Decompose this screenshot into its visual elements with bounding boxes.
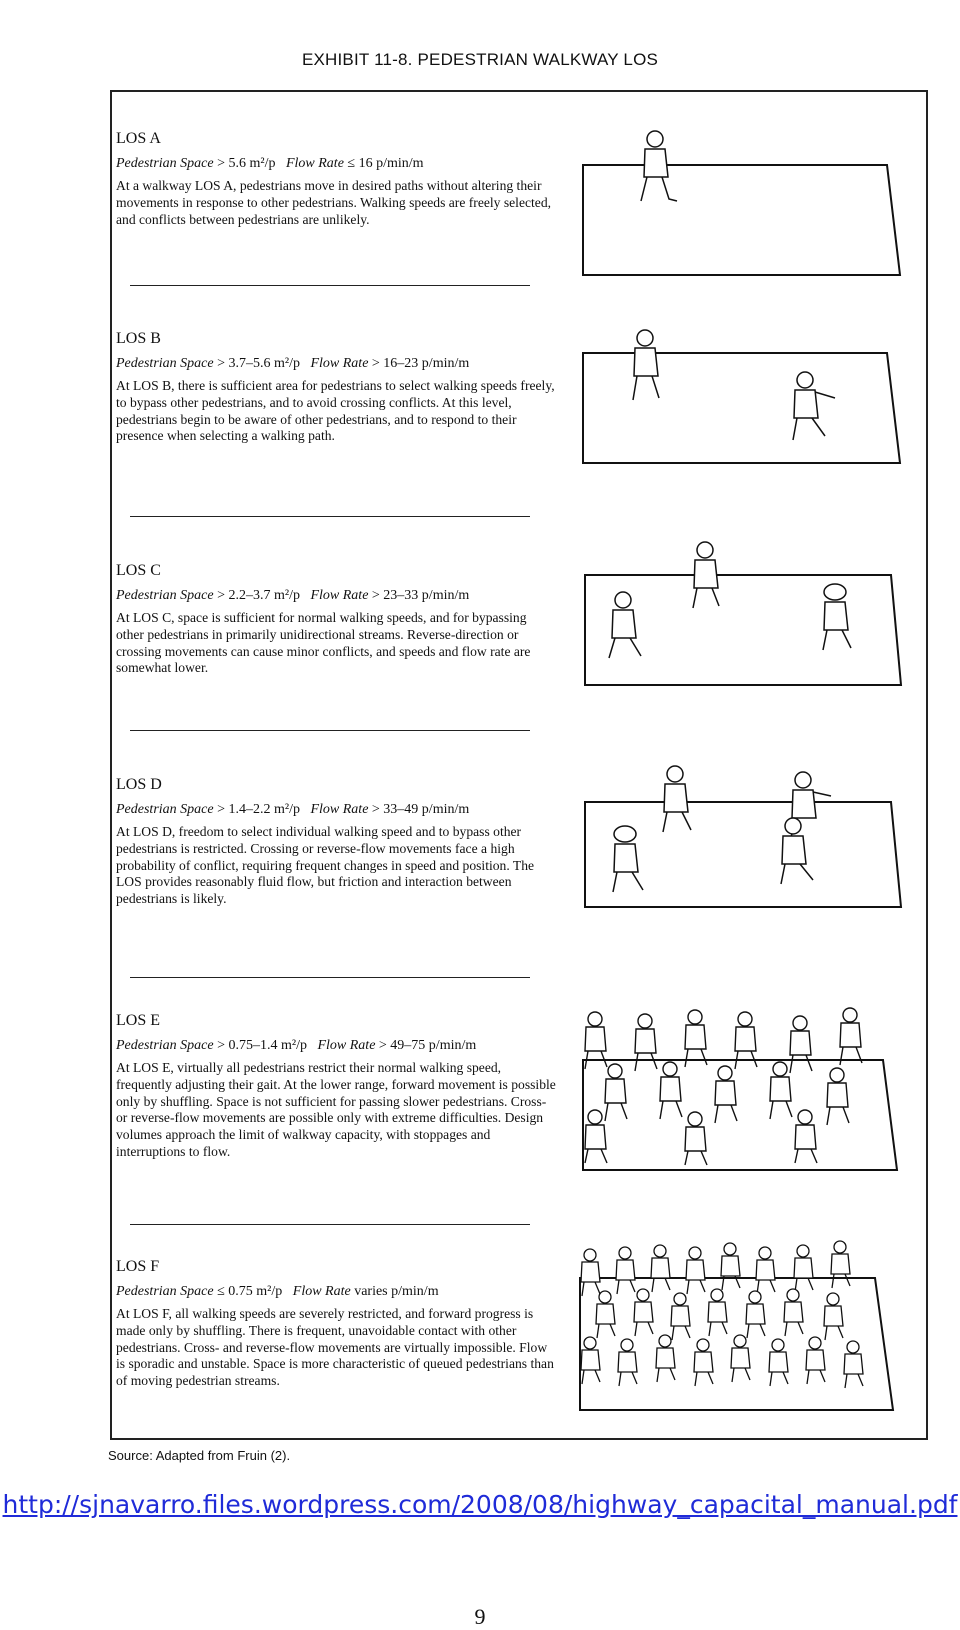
pedestrian-figure xyxy=(613,826,643,892)
pedestrian-figure xyxy=(605,1064,627,1121)
los-a-space-label: Pedestrian Space xyxy=(116,156,214,171)
pedestrian-figure xyxy=(769,1339,788,1386)
pedestrian-figure xyxy=(715,1066,737,1123)
los-e-description: At LOS E, virtually all pedestrians restrict their normal walking speed, frequently adjusting their gait. At the lower range, forward movement is possible only by shuffling. Space is not sufficient for passing slower pedestrians. Cross- or reverse-flow movements are possible only with extreme difficulties. Design volumes approach the limit of walkway capacity, with stoppages and interruptions to flow. xyxy=(116,1060,556,1159)
los-c-flow-label: Flow Rate xyxy=(310,588,369,603)
los-b-metrics xyxy=(116,356,556,372)
los-f-flow-value: varies p/min/m xyxy=(354,1284,439,1299)
los-f-title: LOS F xyxy=(116,1258,160,1275)
los-d-space-label: Pedestrian Space xyxy=(116,802,214,817)
pedestrian-figure xyxy=(596,1291,615,1338)
pedestrian-figure xyxy=(756,1247,775,1294)
pedestrian-figure xyxy=(660,1062,682,1119)
los-c-walkway-illustration xyxy=(575,540,905,695)
pedestrian-figure xyxy=(585,1110,607,1163)
footer-link[interactable]: http://sjnavarro.files.wordpress.com/2008/08/highway_capacital_manual.pdf xyxy=(2,1490,958,1519)
los-c-section xyxy=(116,562,556,677)
pedestrian-figure xyxy=(795,1110,817,1163)
los-a-flow-label: Flow Rate xyxy=(285,156,344,171)
los-f-metrics xyxy=(116,1284,556,1300)
pedestrian-figure xyxy=(618,1339,637,1386)
pedestrian-figure xyxy=(686,1247,705,1294)
los-f-space-label: Pedestrian Space xyxy=(116,1284,214,1299)
pedestrian-figure xyxy=(793,372,835,440)
los-e-space-label: Pedestrian Space xyxy=(116,1038,214,1053)
pedestrian-figure xyxy=(784,1289,803,1336)
los-a-flow-value: ≤ 16 p/min/m xyxy=(347,156,424,171)
los-c-description: At LOS C, space is sufficient for normal walking speeds, and for bypassing other pedestrians in primarily unidirectional streams. Reverse-direction or crossing movements can cause minor conflicts, and speeds and flow rate are somewhat lower. xyxy=(116,610,531,676)
los-f-section xyxy=(116,1258,556,1390)
pedestrian-figure xyxy=(827,1068,849,1125)
pedestrian-figure xyxy=(609,592,641,658)
los-e-space-value: > 0.75–1.4 m²/p xyxy=(217,1038,307,1053)
pedestrian-figure xyxy=(634,1289,653,1336)
los-e-section xyxy=(116,1012,556,1161)
pedestrian-figure xyxy=(694,1339,713,1386)
los-f-space-value: ≤ 0.75 m²/p xyxy=(217,1284,283,1299)
los-e-metrics xyxy=(116,1038,556,1054)
pedestrian-figure xyxy=(663,766,691,832)
pedestrian-figure xyxy=(746,1291,765,1338)
los-b-space-value: > 3.7–5.6 m²/p xyxy=(217,356,300,371)
los-e-flow-label: Flow Rate xyxy=(317,1038,376,1053)
pedestrian-figure xyxy=(685,1112,707,1165)
pedestrian-figure xyxy=(651,1245,670,1292)
los-a-walkway-illustration xyxy=(575,125,905,280)
pedestrian-figure xyxy=(831,1241,850,1288)
pedestrian-figure xyxy=(685,1010,707,1067)
pedestrian-figure xyxy=(656,1335,675,1382)
pedestrian-figure xyxy=(824,1293,843,1340)
pedestrian-figure xyxy=(781,818,813,884)
los-f-description: At LOS F, all walking speeds are severely restricted, and forward progress is made only by shuffling. There is frequent, unavoidable contact with other pedestrians. Cross- and reverse-flow movements are virtually impossible. Flow is sporadic and unstable. Space is more characteristic of queued pedestrians than of moving pedestrian streams. xyxy=(116,1306,554,1389)
pedestrian-figure xyxy=(671,1293,690,1340)
los-e-title: LOS E xyxy=(116,1012,160,1029)
los-d-space-value: > 1.4–2.2 m²/p xyxy=(217,802,300,817)
pedestrian-figure xyxy=(581,1337,600,1384)
los-e-walkway-illustration xyxy=(575,1005,905,1185)
pedestrian-figure xyxy=(823,584,851,650)
los-b-section xyxy=(116,330,556,445)
los-d-flow-label: Flow Rate xyxy=(310,802,369,817)
los-a-description: At a walkway LOS A, pedestrians move in desired paths without altering their movements in response to other pedestrians. Walking speeds are freely selected, and conflicts between pedestrians are unlikely. xyxy=(116,178,552,227)
los-f-walkway-illustration xyxy=(575,1240,905,1425)
pedestrian-figure xyxy=(708,1289,727,1336)
pedestrian-figure xyxy=(844,1341,863,1388)
los-d-flow-value: > 33–49 p/min/m xyxy=(371,802,470,817)
pedestrian-figure xyxy=(721,1243,740,1290)
pedestrian-figure xyxy=(806,1337,825,1384)
los-c-title: LOS C xyxy=(116,562,161,579)
page-number: 9 xyxy=(474,1604,486,1629)
los-b-space-label: Pedestrian Space xyxy=(116,356,214,371)
section-divider xyxy=(130,1224,530,1225)
los-a-section xyxy=(116,130,556,228)
los-d-walkway-illustration xyxy=(575,762,905,922)
los-d-title: LOS D xyxy=(116,776,162,793)
los-b-title: LOS B xyxy=(116,330,161,347)
section-divider xyxy=(130,516,530,517)
pedestrian-figure xyxy=(790,1016,812,1073)
pedestrian-figure xyxy=(794,1245,813,1292)
pedestrian-figure xyxy=(581,1249,600,1296)
pedestrian-figure xyxy=(731,1335,750,1382)
pedestrian-figure xyxy=(635,1014,657,1071)
pedestrian-figure xyxy=(633,330,659,400)
pedestrian-figure xyxy=(770,1062,792,1119)
section-divider xyxy=(130,285,530,286)
los-a-space-value: > 5.6 m²/p xyxy=(217,156,276,171)
los-d-section xyxy=(116,776,556,908)
los-a-metrics xyxy=(116,156,556,172)
los-b-description: At LOS B, there is sufficient area for pedestrians to select walking speeds freely, to bypass other pedestrians, and to avoid crossing conflicts. At this level, pedestrians begin to be aware of other pedestrians, and to respond to their presence when selecting a walking path. xyxy=(116,378,555,444)
los-a-title: LOS A xyxy=(116,130,161,147)
pedestrian-figure xyxy=(840,1008,862,1065)
pedestrian-figure xyxy=(693,542,719,608)
los-b-flow-value: > 16–23 p/min/m xyxy=(371,356,470,371)
los-f-flow-label: Flow Rate xyxy=(292,1284,351,1299)
los-c-flow-value: > 23–33 p/min/m xyxy=(371,588,470,603)
los-c-metrics xyxy=(116,588,556,604)
los-c-space-label: Pedestrian Space xyxy=(116,588,214,603)
los-e-flow-value: > 49–75 p/min/m xyxy=(378,1038,477,1053)
pedestrian-figure xyxy=(616,1247,635,1294)
los-b-walkway-illustration xyxy=(575,328,905,478)
source-note: Source: Adapted from Fruin (2). xyxy=(108,1448,291,1463)
section-divider xyxy=(130,977,530,978)
los-d-metrics xyxy=(116,802,556,818)
section-divider xyxy=(130,730,530,731)
los-b-flow-label: Flow Rate xyxy=(310,356,369,371)
exhibit-title: EXHIBIT 11-8. PEDESTRIAN WALKWAY LOS xyxy=(301,50,659,69)
los-d-description: At LOS D, freedom to select individual walking speed and to bypass other pedestrians is restricted. Crossing or reverse-flow movements face a high probability of conflict, requiring frequent changes in speed and position. The LOS provides reasonably fluid flow, but friction and interaction between pedestrians is likely. xyxy=(116,824,535,907)
los-c-space-value: > 2.2–3.7 m²/p xyxy=(217,588,300,603)
